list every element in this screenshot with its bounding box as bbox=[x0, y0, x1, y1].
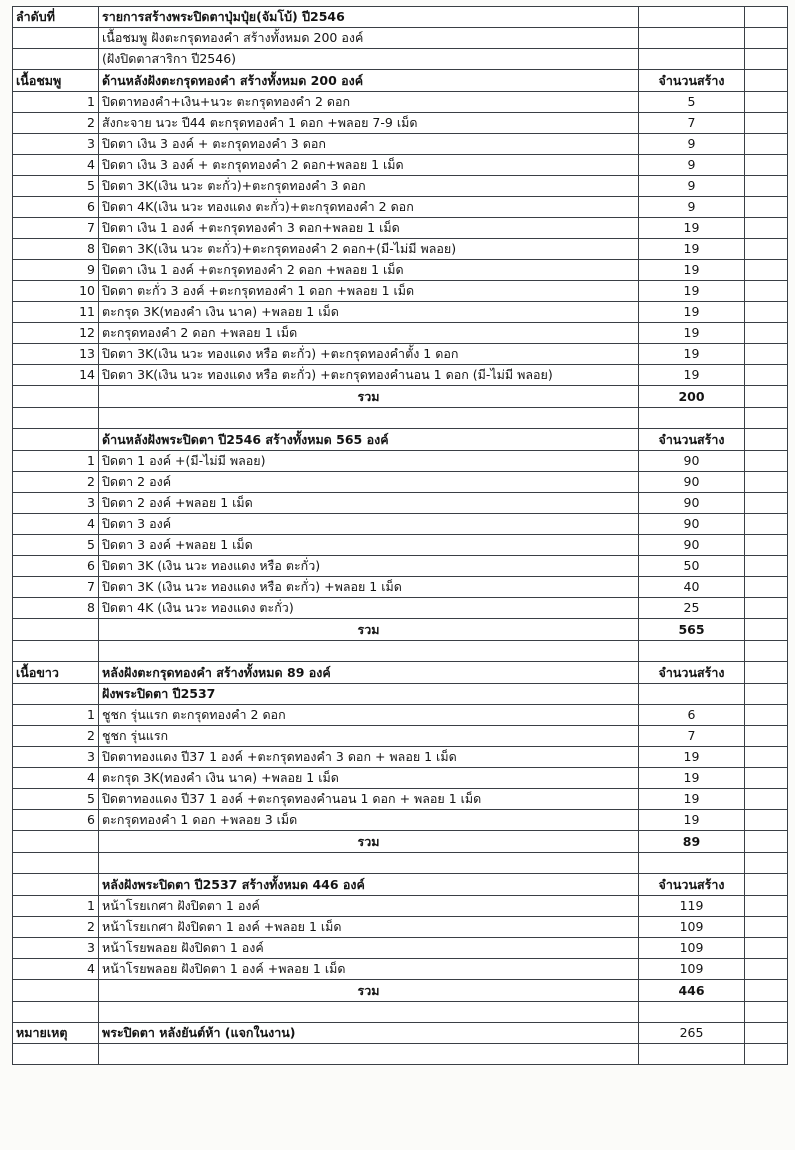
table-row bbox=[13, 92, 788, 113]
subheading-tail-blank bbox=[745, 684, 788, 705]
row-no: 6 bbox=[13, 556, 99, 577]
column-header-no: ลำดับที่ bbox=[13, 7, 99, 28]
footer-note-row bbox=[13, 1023, 788, 1044]
row-desc: หน้าโรยเกศา ฝังปิดตา 1 องค์ bbox=[99, 896, 639, 917]
row-qty: 19 bbox=[639, 789, 745, 810]
row-qty: 19 bbox=[639, 365, 745, 386]
row-no: 2 bbox=[13, 917, 99, 938]
section-spacer bbox=[13, 1002, 788, 1023]
row-no: 7 bbox=[13, 577, 99, 598]
row-qty: 90 bbox=[639, 514, 745, 535]
row-no: 5 bbox=[13, 176, 99, 197]
row-qty: 19 bbox=[639, 747, 745, 768]
subtitle1-tail-blank bbox=[745, 28, 788, 49]
table-row bbox=[13, 493, 788, 514]
row-qty: 19 bbox=[639, 260, 745, 281]
row-tail bbox=[745, 705, 788, 726]
row-qty: 19 bbox=[639, 239, 745, 260]
total-tail-blank bbox=[745, 980, 788, 1002]
row-no: 4 bbox=[13, 768, 99, 789]
row-tail bbox=[745, 302, 788, 323]
table-row bbox=[13, 535, 788, 556]
row-desc: ปิดตา 4K (เงิน นวะ ทองแดง ตะกั่ว) bbox=[99, 598, 639, 619]
row-qty: 119 bbox=[639, 896, 745, 917]
row-qty: 19 bbox=[639, 344, 745, 365]
row-desc: หน้าโรยพลอย ฝังปิดตา 1 องค์ bbox=[99, 938, 639, 959]
column-header-quantity: จำนวนสร้าง bbox=[639, 662, 745, 684]
spacer-cell bbox=[745, 408, 788, 429]
table-row bbox=[13, 176, 788, 197]
section-tail-blank bbox=[745, 429, 788, 451]
row-qty: 50 bbox=[639, 556, 745, 577]
spacer-cell bbox=[13, 408, 99, 429]
row-desc: ปิดตา 3K(เงิน นวะ ตะกั่ว)+ตะกรุดทองคำ 3 ดอก bbox=[99, 176, 639, 197]
column-header-quantity: จำนวนสร้าง bbox=[639, 874, 745, 896]
section-header-row bbox=[13, 70, 788, 92]
section-left-label bbox=[13, 874, 99, 896]
row-desc: ปิดตา เงิน 3 องค์ + ตะกรุดทองคำ 3 ดอก bbox=[99, 134, 639, 155]
section-heading: ด้านหลังฝังตะกรุดทองคำ สร้างทั้งหมด 200 องค์ bbox=[99, 70, 639, 92]
row-tail bbox=[745, 959, 788, 980]
section-spacer bbox=[13, 408, 788, 429]
row-desc: ชูชก รุ่นแรก bbox=[99, 726, 639, 747]
row-desc: ปิดตา 3K (เงิน นวะ ทองแดง หรือ ตะกั่ว) +พลอย 1 เม็ด bbox=[99, 577, 639, 598]
row-tail bbox=[745, 768, 788, 789]
row-tail bbox=[745, 176, 788, 197]
row-qty: 90 bbox=[639, 493, 745, 514]
row-no: 1 bbox=[13, 705, 99, 726]
row-tail bbox=[745, 113, 788, 134]
row-desc: ปิดตา เงิน 1 องค์ +ตะกรุดทองคำ 3 ดอก+พลอย 1 เม็ด bbox=[99, 218, 639, 239]
table-row bbox=[13, 197, 788, 218]
row-qty: 5 bbox=[639, 92, 745, 113]
spacer-cell bbox=[745, 1002, 788, 1023]
table-row bbox=[13, 556, 788, 577]
spacer-cell bbox=[13, 1002, 99, 1023]
subtitle2-qty-blank bbox=[639, 49, 745, 70]
table-row bbox=[13, 281, 788, 302]
section-heading: หลังฝังพระปิดตา ปี2537 สร้างทั้งหมด 446 องค์ bbox=[99, 874, 639, 896]
table-row bbox=[13, 705, 788, 726]
section-spacer bbox=[13, 641, 788, 662]
row-qty: 9 bbox=[639, 197, 745, 218]
row-qty: 25 bbox=[639, 598, 745, 619]
table-header-row bbox=[13, 7, 788, 28]
total-value: 89 bbox=[639, 831, 745, 853]
section-total-row bbox=[13, 619, 788, 641]
total-label: รวม bbox=[99, 386, 639, 408]
table-row bbox=[13, 959, 788, 980]
row-no: 5 bbox=[13, 789, 99, 810]
spacer-cell bbox=[99, 853, 639, 874]
row-desc: ปิดตา 3K (เงิน นวะ ทองแดง หรือ ตะกั่ว) bbox=[99, 556, 639, 577]
footer-note-qty: 265 bbox=[639, 1023, 745, 1044]
row-no: 14 bbox=[13, 365, 99, 386]
subtitle2-tail-blank bbox=[745, 49, 788, 70]
row-no: 3 bbox=[13, 938, 99, 959]
section-total-row bbox=[13, 980, 788, 1002]
row-qty: 19 bbox=[639, 302, 745, 323]
row-no: 1 bbox=[13, 92, 99, 113]
table-row bbox=[13, 896, 788, 917]
row-tail bbox=[745, 323, 788, 344]
table-row bbox=[13, 155, 788, 176]
row-qty: 9 bbox=[639, 155, 745, 176]
section-header-row bbox=[13, 662, 788, 684]
row-tail bbox=[745, 577, 788, 598]
total-no-blank bbox=[13, 386, 99, 408]
row-qty: 6 bbox=[639, 705, 745, 726]
spacer-cell bbox=[99, 1002, 639, 1023]
column-header-quantity: จำนวนสร้าง bbox=[639, 70, 745, 92]
subheading-no-blank bbox=[13, 684, 99, 705]
section-left-label: เนื้อชมพู bbox=[13, 70, 99, 92]
row-qty: 90 bbox=[639, 451, 745, 472]
row-tail bbox=[745, 789, 788, 810]
row-no: 1 bbox=[13, 451, 99, 472]
document-title: รายการสร้างพระปิดตาปุ่มปุ๋ย(จัมโบ้) ปี2546 bbox=[99, 7, 639, 28]
row-tail bbox=[745, 218, 788, 239]
table-row bbox=[13, 514, 788, 535]
header-tail-blank bbox=[745, 7, 788, 28]
spacer-cell bbox=[745, 853, 788, 874]
row-desc: ชูชก รุ่นแรก ตะกรุดทองคำ 2 ดอก bbox=[99, 705, 639, 726]
row-tail bbox=[745, 92, 788, 113]
section-tail-blank bbox=[745, 874, 788, 896]
document-subtitle-1: เนื้อชมพู ฝังตะกรุดทองคำ สร้างทั้งหมด 200 องค์ bbox=[99, 28, 639, 49]
total-tail-blank bbox=[745, 831, 788, 853]
row-desc: ปิดตา 3 องค์ +พลอย 1 เม็ด bbox=[99, 535, 639, 556]
spacer-cell bbox=[639, 1002, 745, 1023]
row-tail bbox=[745, 810, 788, 831]
table-row bbox=[13, 810, 788, 831]
row-no: 9 bbox=[13, 260, 99, 281]
row-no: 1 bbox=[13, 896, 99, 917]
table-row bbox=[13, 260, 788, 281]
row-no: 3 bbox=[13, 747, 99, 768]
row-no: 11 bbox=[13, 302, 99, 323]
row-no: 2 bbox=[13, 726, 99, 747]
footer-note-text: พระปิดตา หลังยันต์ห้า (แจกในงาน) bbox=[99, 1023, 639, 1044]
row-no: 6 bbox=[13, 810, 99, 831]
row-desc: ปิดตา 1 องค์ +(มี-ไม่มี พลอย) bbox=[99, 451, 639, 472]
row-desc: ปิดตา 3 องค์ bbox=[99, 514, 639, 535]
row-qty: 19 bbox=[639, 281, 745, 302]
table-row bbox=[13, 598, 788, 619]
footer-tail-blank bbox=[745, 1023, 788, 1044]
row-desc: ตะกรุดทองคำ 1 ดอก +พลอย 3 เม็ด bbox=[99, 810, 639, 831]
total-value: 565 bbox=[639, 619, 745, 641]
row-desc: ปิดตาทองแดง ปี37 1 องค์ +ตะกรุดทองคำนอน 1 ดอก + พลอย 1 เม็ด bbox=[99, 789, 639, 810]
row-desc: หน้าโรยเกศา ฝังปิดตา 1 องค์ +พลอย 1 เม็ด bbox=[99, 917, 639, 938]
row-qty: 90 bbox=[639, 472, 745, 493]
row-qty: 9 bbox=[639, 176, 745, 197]
spacer-cell bbox=[639, 853, 745, 874]
row-desc: ตะกรุด 3K(ทองคำ เงิน นาค) +พลอย 1 เม็ด bbox=[99, 302, 639, 323]
row-tail bbox=[745, 344, 788, 365]
table-row bbox=[13, 747, 788, 768]
row-tail bbox=[745, 493, 788, 514]
footer-blank-qty bbox=[639, 1044, 745, 1065]
header-qty-blank bbox=[639, 7, 745, 28]
row-desc: ปิดตา 4K(เงิน นวะ ทองแดง ตะกั่ว)+ตะกรุดทองคำ 2 ดอก bbox=[99, 197, 639, 218]
column-header-quantity: จำนวนสร้าง bbox=[639, 429, 745, 451]
row-tail bbox=[745, 535, 788, 556]
section-tail-blank bbox=[745, 70, 788, 92]
spacer-cell bbox=[99, 408, 639, 429]
subheading-qty-blank bbox=[639, 684, 745, 705]
row-qty: 90 bbox=[639, 535, 745, 556]
row-tail bbox=[745, 365, 788, 386]
table-row bbox=[13, 789, 788, 810]
table-row bbox=[13, 577, 788, 598]
row-tail bbox=[745, 514, 788, 535]
row-no: 3 bbox=[13, 134, 99, 155]
total-label: รวม bbox=[99, 619, 639, 641]
table-row bbox=[13, 344, 788, 365]
table-row bbox=[13, 726, 788, 747]
table-row bbox=[13, 113, 788, 134]
row-qty: 109 bbox=[639, 959, 745, 980]
row-no: 13 bbox=[13, 344, 99, 365]
row-no: 12 bbox=[13, 323, 99, 344]
row-desc: ตะกรุด 3K(ทองคำ เงิน นาค) +พลอย 1 เม็ด bbox=[99, 768, 639, 789]
table-row bbox=[13, 134, 788, 155]
row-desc: ปิดตา เงิน 3 องค์ + ตะกรุดทองคำ 2 ดอก+พลอย 1 เม็ด bbox=[99, 155, 639, 176]
spacer-cell bbox=[745, 641, 788, 662]
row-no: 4 bbox=[13, 514, 99, 535]
row-tail bbox=[745, 896, 788, 917]
row-no: 8 bbox=[13, 239, 99, 260]
row-desc: ปิดตา 2 องค์ +พลอย 1 เม็ด bbox=[99, 493, 639, 514]
production-table bbox=[12, 6, 788, 1065]
spacer-cell bbox=[13, 641, 99, 662]
row-no: 7 bbox=[13, 218, 99, 239]
document-subtitle-2: (ฝังปิดตาสาริกา ปี2546) bbox=[99, 49, 639, 70]
section-header-row bbox=[13, 874, 788, 896]
row-tail bbox=[745, 472, 788, 493]
row-no: 5 bbox=[13, 535, 99, 556]
row-no: 2 bbox=[13, 472, 99, 493]
row-qty: 9 bbox=[639, 134, 745, 155]
spacer-cell bbox=[639, 408, 745, 429]
row-desc: สังกะจาย นวะ ปี44 ตะกรุดทองคำ 1 ดอก +พลอย 7-9 เม็ด bbox=[99, 113, 639, 134]
footer-blank-desc bbox=[99, 1044, 639, 1065]
total-tail-blank bbox=[745, 619, 788, 641]
table-row bbox=[13, 768, 788, 789]
table-row bbox=[13, 472, 788, 493]
row-desc: ปิดตาทองแดง ปี37 1 องค์ +ตะกรุดทองคำ 3 ดอก + พลอย 1 เม็ด bbox=[99, 747, 639, 768]
row-tail bbox=[745, 938, 788, 959]
row-no: 3 bbox=[13, 493, 99, 514]
total-no-blank bbox=[13, 831, 99, 853]
row-desc: หน้าโรยพลอย ฝังปิดตา 1 องค์ +พลอย 1 เม็ด bbox=[99, 959, 639, 980]
row-qty: 109 bbox=[639, 917, 745, 938]
total-tail-blank bbox=[745, 386, 788, 408]
row-tail bbox=[745, 239, 788, 260]
row-qty: 109 bbox=[639, 938, 745, 959]
row-no: 2 bbox=[13, 113, 99, 134]
section-subheading: ฝังพระปิดตา ปี2537 bbox=[99, 684, 639, 705]
subtitle-row-2 bbox=[13, 49, 788, 70]
row-tail bbox=[745, 726, 788, 747]
row-qty: 19 bbox=[639, 218, 745, 239]
row-no: 8 bbox=[13, 598, 99, 619]
row-no: 4 bbox=[13, 155, 99, 176]
total-no-blank bbox=[13, 619, 99, 641]
footer-blank-row bbox=[13, 1044, 788, 1065]
row-qty: 19 bbox=[639, 768, 745, 789]
section-subheading-row bbox=[13, 684, 788, 705]
row-desc: ตะกรุดทองคำ 2 ดอก +พลอย 1 เม็ด bbox=[99, 323, 639, 344]
footer-blank-tail bbox=[745, 1044, 788, 1065]
total-no-blank bbox=[13, 980, 99, 1002]
row-tail bbox=[745, 747, 788, 768]
total-label: รวม bbox=[99, 831, 639, 853]
table-row bbox=[13, 365, 788, 386]
subtitle2-no-blank bbox=[13, 49, 99, 70]
row-qty: 19 bbox=[639, 323, 745, 344]
table-row bbox=[13, 938, 788, 959]
row-desc: ปิดตา ตะกั่ว 3 องค์ +ตะกรุดทองคำ 1 ดอก +พลอย 1 เม็ด bbox=[99, 281, 639, 302]
row-desc: ปิดตา 3K(เงิน นวะ ตะกั่ว)+ตะกรุดทองคำ 2 ดอก+(มี-ไม่มี พลอย) bbox=[99, 239, 639, 260]
table-row bbox=[13, 218, 788, 239]
section-tail-blank bbox=[745, 662, 788, 684]
subtitle-row-1 bbox=[13, 28, 788, 49]
row-tail bbox=[745, 598, 788, 619]
row-qty: 7 bbox=[639, 726, 745, 747]
section-heading: หลังฝังตะกรุดทองคำ สร้างทั้งหมด 89 องค์ bbox=[99, 662, 639, 684]
subtitle1-qty-blank bbox=[639, 28, 745, 49]
table-row bbox=[13, 323, 788, 344]
row-tail bbox=[745, 260, 788, 281]
row-tail bbox=[745, 556, 788, 577]
row-tail bbox=[745, 155, 788, 176]
row-tail bbox=[745, 134, 788, 155]
table-row bbox=[13, 917, 788, 938]
spacer-cell bbox=[639, 641, 745, 662]
subtitle1-no-blank bbox=[13, 28, 99, 49]
total-label: รวม bbox=[99, 980, 639, 1002]
total-value: 446 bbox=[639, 980, 745, 1002]
section-spacer bbox=[13, 853, 788, 874]
row-tail bbox=[745, 917, 788, 938]
section-total-row bbox=[13, 386, 788, 408]
section-header-row bbox=[13, 429, 788, 451]
row-desc: ปิดตา 3K(เงิน นวะ ทองแดง หรือ ตะกั่ว) +ตะกรุดทองคำตั้ง 1 ดอก bbox=[99, 344, 639, 365]
row-desc: ปิดตา เงิน 1 องค์ +ตะกรุดทองคำ 2 ดอก +พลอย 1 เม็ด bbox=[99, 260, 639, 281]
row-no: 6 bbox=[13, 197, 99, 218]
row-qty: 19 bbox=[639, 810, 745, 831]
row-tail bbox=[745, 197, 788, 218]
row-no: 4 bbox=[13, 959, 99, 980]
table-row bbox=[13, 302, 788, 323]
spacer-cell bbox=[13, 853, 99, 874]
row-desc: ปิดตาทองคำ+เงิน+นวะ ตะกรุดทองคำ 2 ดอก bbox=[99, 92, 639, 113]
row-tail bbox=[745, 451, 788, 472]
total-value: 200 bbox=[639, 386, 745, 408]
row-no: 10 bbox=[13, 281, 99, 302]
footer-blank-no bbox=[13, 1044, 99, 1065]
row-qty: 40 bbox=[639, 577, 745, 598]
section-total-row bbox=[13, 831, 788, 853]
row-qty: 7 bbox=[639, 113, 745, 134]
row-desc: ปิดตา 3K(เงิน นวะ ทองแดง หรือ ตะกั่ว) +ตะกรุดทองคำนอน 1 ดอก (มี-ไม่มี พลอย) bbox=[99, 365, 639, 386]
footer-note-label: หมายเหตุ bbox=[13, 1023, 99, 1044]
section-left-label bbox=[13, 429, 99, 451]
spacer-cell bbox=[99, 641, 639, 662]
section-heading: ด้านหลังฝังพระปิดตา ปี2546 สร้างทั้งหมด 565 องค์ bbox=[99, 429, 639, 451]
row-tail bbox=[745, 281, 788, 302]
table-row bbox=[13, 451, 788, 472]
row-desc: ปิดตา 2 องค์ bbox=[99, 472, 639, 493]
table-row bbox=[13, 239, 788, 260]
section-left-label: เนื้อขาว bbox=[13, 662, 99, 684]
